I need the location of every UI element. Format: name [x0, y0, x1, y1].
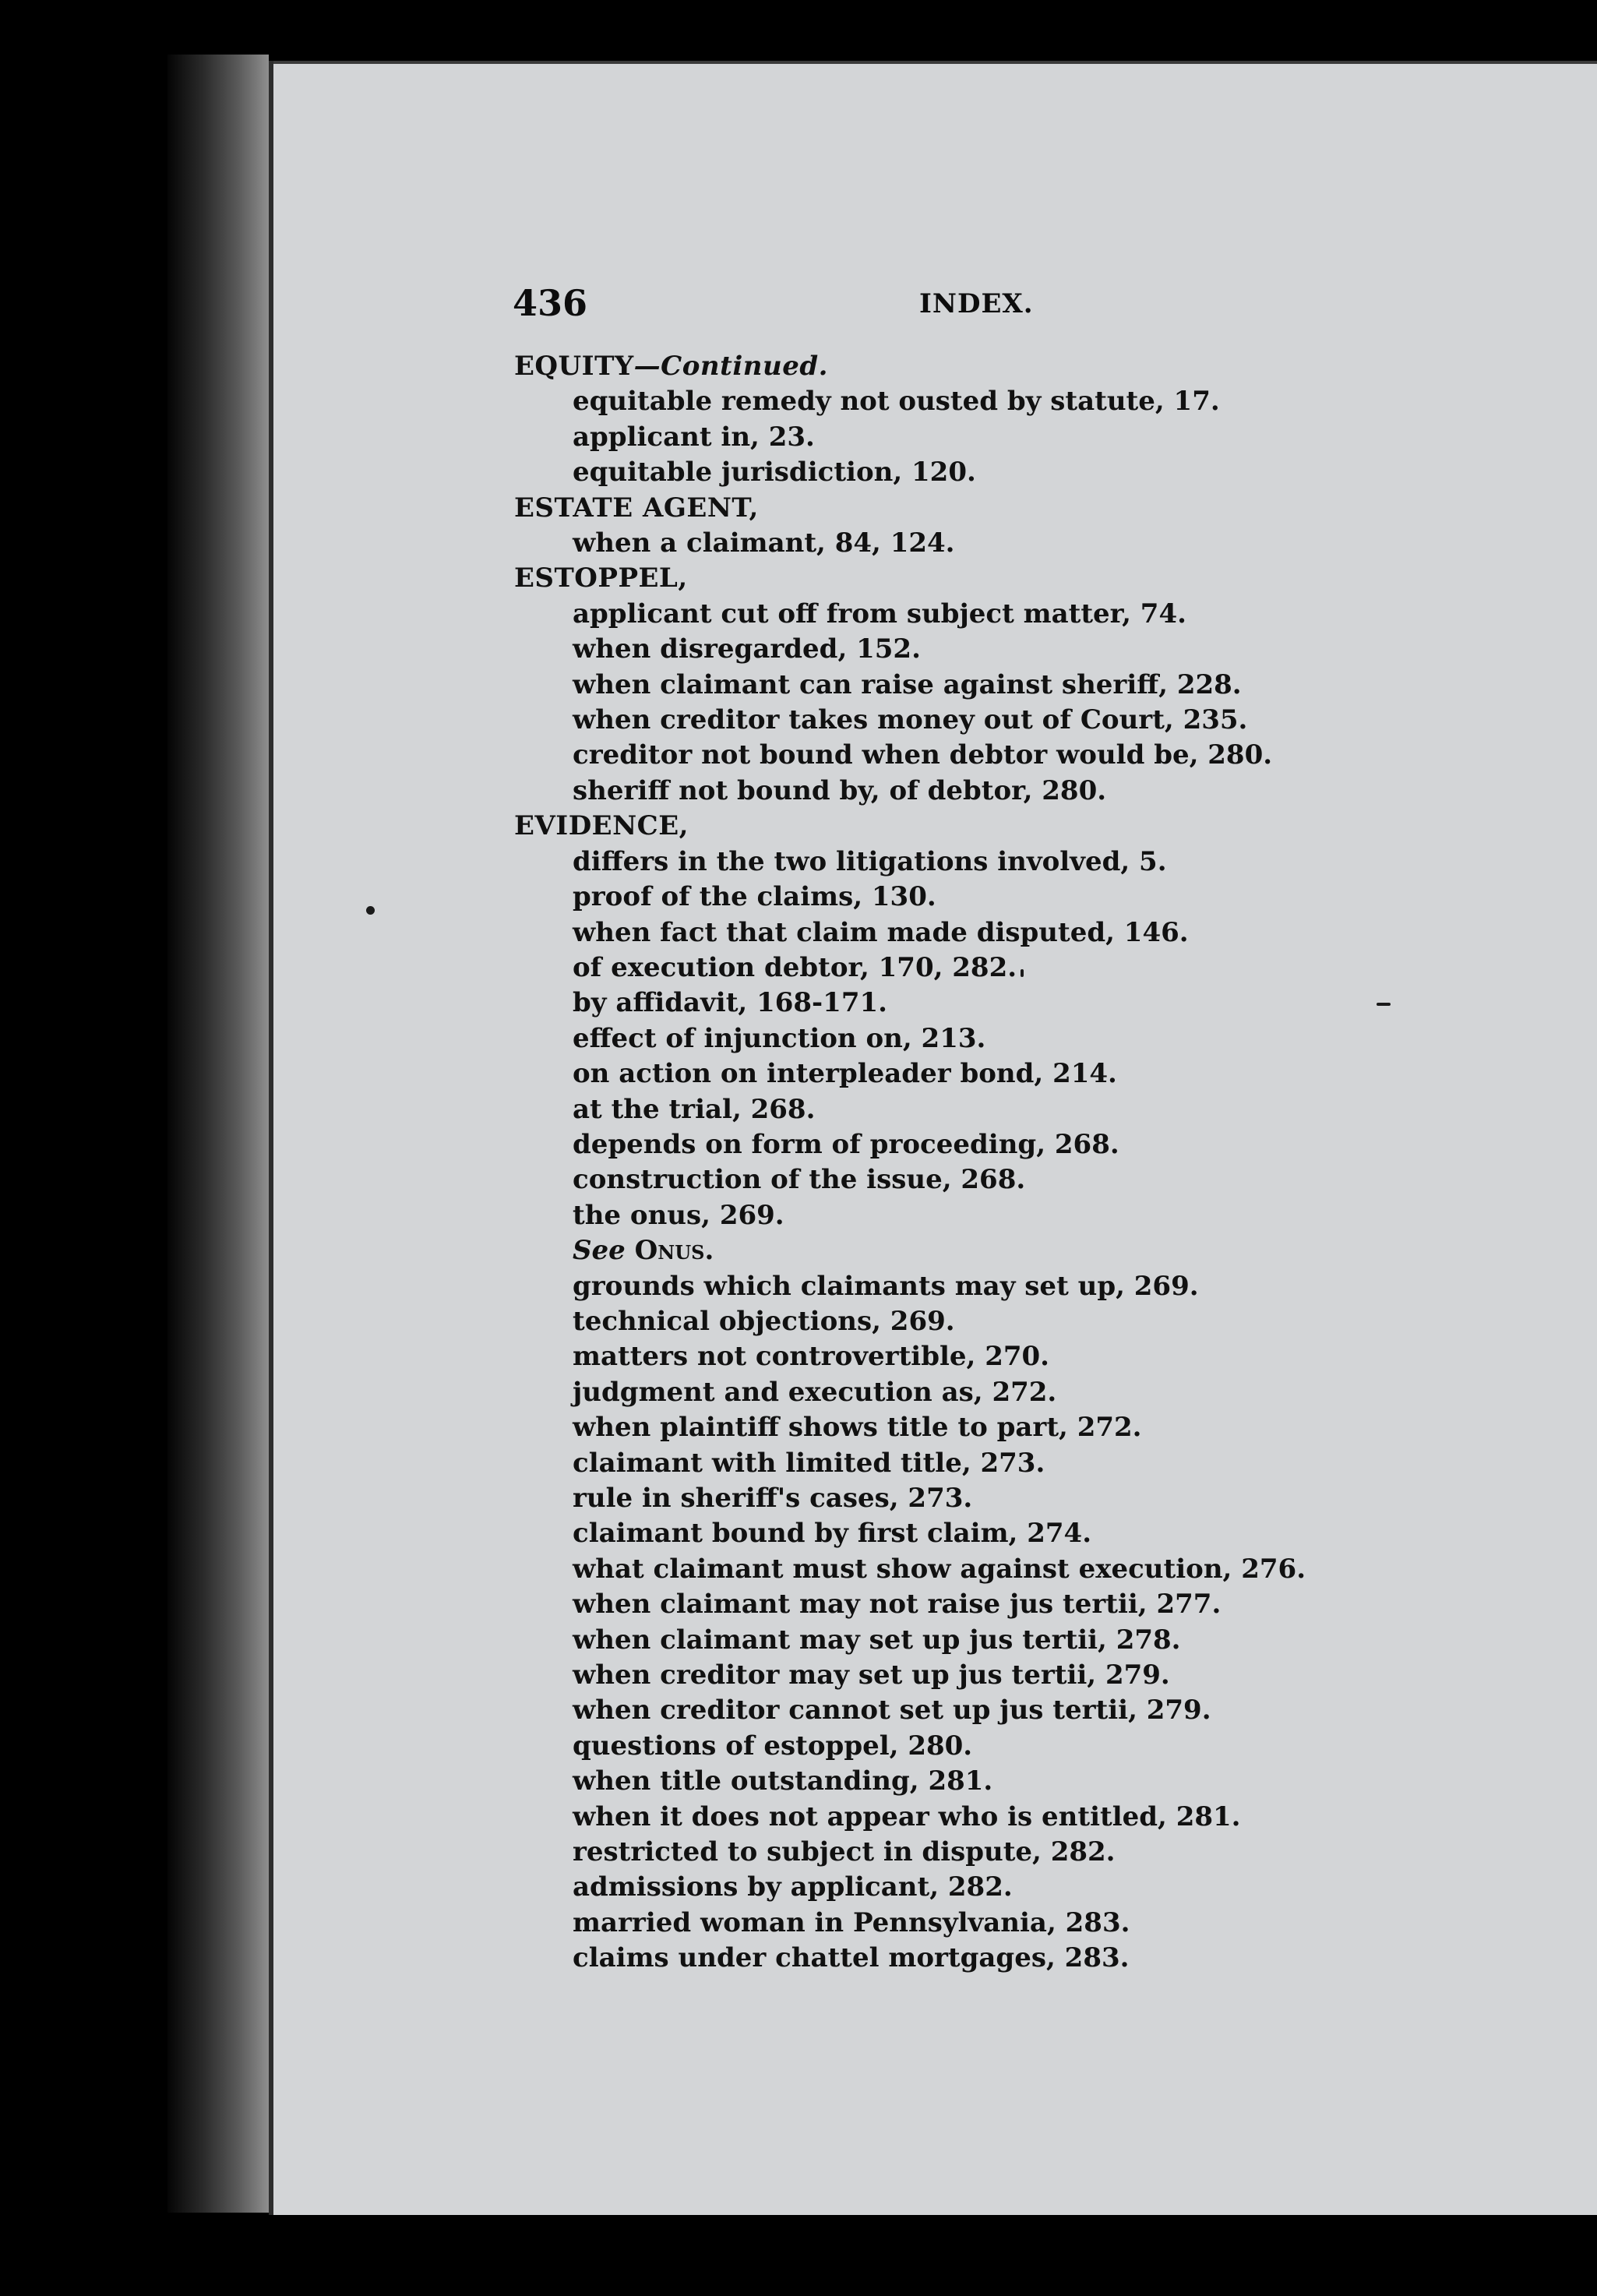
- index-subentry: when claimant can raise against sheriff, 228.: [573, 668, 1242, 700]
- index-subentry: what claimant must show against execution, 276.: [573, 1553, 1306, 1585]
- index-subentry: technical objections, 269.: [573, 1305, 955, 1337]
- scan-speck: [366, 906, 375, 915]
- index-subentry: when creditor may set up jus tertii, 279.: [573, 1659, 1170, 1691]
- index-subentry: when disregarded, 152.: [573, 633, 921, 665]
- index-subentry: depends on form of proceeding, 268.: [573, 1128, 1119, 1160]
- bottom-border: [269, 2215, 1597, 2296]
- index-subentry: differs in the two litigations involved, 5.: [573, 845, 1167, 877]
- index-heading-estate-agent: ESTATE AGENT,: [514, 492, 759, 524]
- index-heading-equity: [514, 349, 1558, 384]
- index-subentry: on action on interpleader bond, 214.: [573, 1058, 1117, 1090]
- index-list: [514, 349, 1558, 1977]
- index-subentry: effect of injunction on, 213.: [573, 1022, 986, 1054]
- index-subentry: when creditor takes money out of Court, 235.: [573, 704, 1248, 736]
- continued-label: —Continued.: [633, 351, 828, 382]
- index-subentry: when creditor cannot set up jus tertii, 279.: [573, 1695, 1211, 1726]
- index-subentry: when plaintiff shows title to part, 272.: [573, 1412, 1142, 1444]
- index-subentry: when claimant may not raise jus tertii, 277.: [573, 1589, 1222, 1621]
- index-heading-evidence: EVIDENCE,: [514, 810, 689, 842]
- index-subentry: admissions by applicant, 282.: [573, 1871, 1013, 1903]
- index-heading-estoppel: ESTOPPEL,: [514, 563, 688, 594]
- index-subentry: applicant cut off from subject matter, 74.: [573, 598, 1186, 630]
- index-subentry: claims under chattel mortgages, 283.: [573, 1942, 1130, 1974]
- index-subentry: proof of the claims, 130.: [573, 881, 936, 913]
- index-subentry: sheriff not bound by, of debtor, 280.: [573, 774, 1107, 806]
- index-subentry: restricted to subject in dispute, 282.: [573, 1836, 1116, 1868]
- index-subentry: when fact that claim made disputed, 146.: [573, 916, 1189, 948]
- index-subentry: when it does not appear who is entitled, 281.: [573, 1800, 1241, 1832]
- index-subentry: creditor not bound when debtor would be, 280.: [573, 739, 1273, 771]
- index-subentry: by affidavit, 168-171.: [573, 987, 887, 1019]
- index-subentry: rule in sheriff's cases, 273.: [573, 1483, 973, 1514]
- index-subentry: questions of estoppel, 280.: [573, 1730, 973, 1762]
- index-subentry: judgment and execution as, 272.: [573, 1376, 1057, 1408]
- running-head: INDEX.: [919, 288, 1034, 319]
- index-subentry: married woman in Pennsylvania, 283.: [573, 1906, 1130, 1938]
- index-subentry: when claimant may set up jus tertii, 278.: [573, 1624, 1181, 1656]
- index-subentry: applicant in, 23.: [573, 421, 815, 453]
- index-subentry: of execution debtor, 170, 282.: [573, 951, 1017, 983]
- index-subentry: equitable jurisdiction, 120.: [573, 457, 976, 488]
- index-subentry: at the trial, 268.: [573, 1093, 816, 1125]
- see-target: Onus.: [634, 1235, 714, 1267]
- index-subentry: when a claimant, 84, 124.: [573, 527, 955, 559]
- heading-text: EQUITY: [514, 351, 634, 382]
- index-subentry: construction of the issue, 268.: [573, 1164, 1026, 1196]
- see-label: See: [573, 1235, 626, 1267]
- index-subentry: equitable remedy not ousted by statute, 17.: [573, 386, 1220, 418]
- index-subentry: when title outstanding, 281.: [573, 1765, 993, 1797]
- index-subentry: claimant bound by first claim, 274.: [573, 1518, 1092, 1550]
- index-subentry: grounds which claimants may set up, 269.: [573, 1270, 1199, 1302]
- index-subentry: matters not controvertible, 270.: [573, 1341, 1049, 1373]
- page-number: 436: [513, 282, 588, 324]
- index-subentry: the onus, 269.: [573, 1199, 784, 1231]
- index-subentry: claimant with limited title, 273.: [573, 1447, 1045, 1479]
- page-edge-shadow: [167, 55, 269, 2213]
- see-reference: [514, 1233, 1558, 1268]
